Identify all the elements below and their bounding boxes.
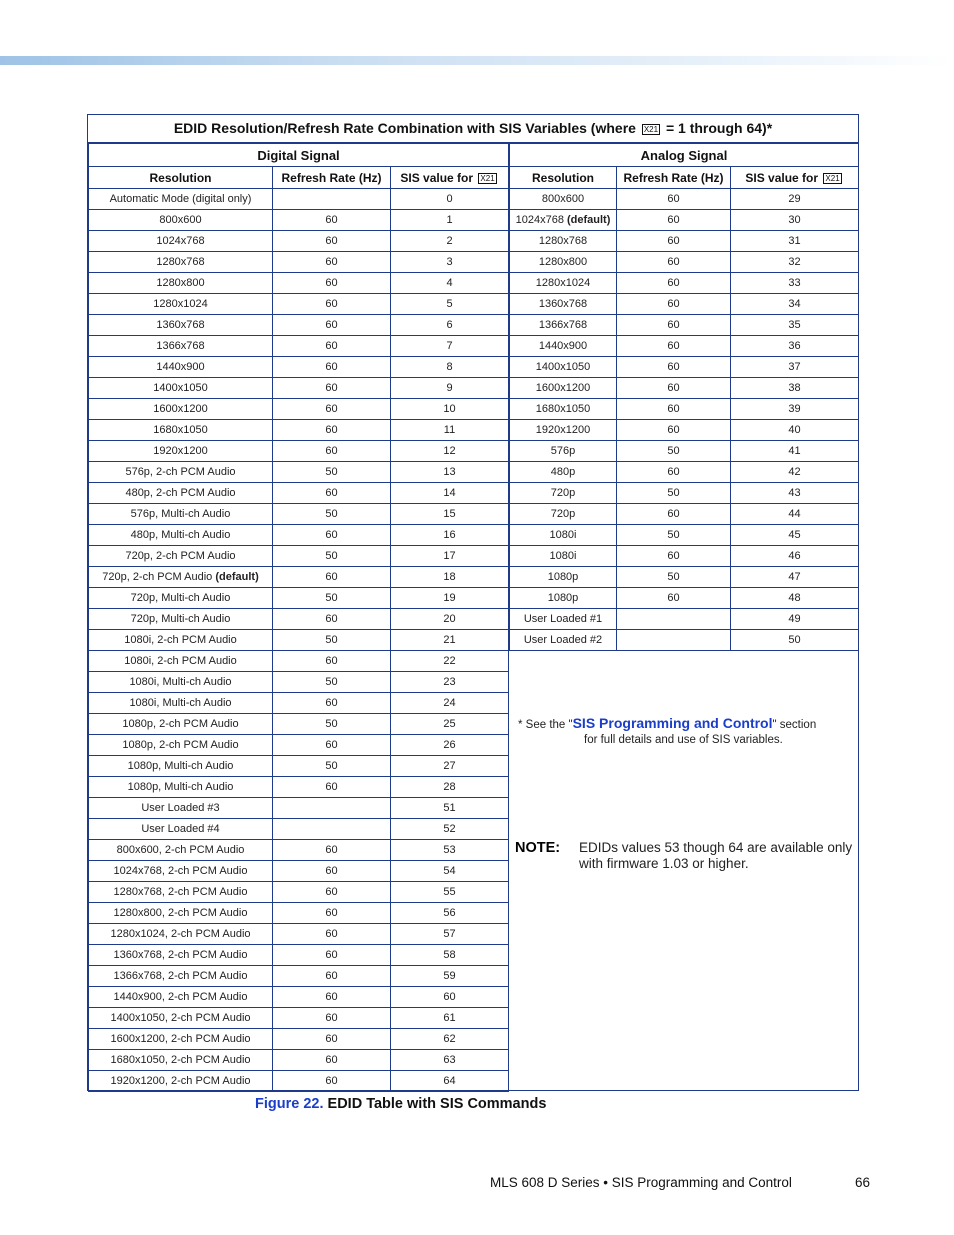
cell-refresh-rate: 50 <box>273 672 391 693</box>
cell-sis-value: 14 <box>391 483 509 504</box>
cell-sis-value: 57 <box>391 924 509 945</box>
cell-sis-value: 9 <box>391 378 509 399</box>
cell-sis-value: 22 <box>391 651 509 672</box>
cell-refresh-rate: 60 <box>273 609 391 630</box>
digital-rows <box>89 189 509 1092</box>
cell-refresh-rate: 50 <box>617 441 731 462</box>
cell-resolution: 1366x768, 2-ch PCM Audio <box>89 966 273 987</box>
cell-sis-value: 54 <box>391 861 509 882</box>
table-row <box>89 399 509 420</box>
cell-resolution: 1280x768, 2-ch PCM Audio <box>89 882 273 903</box>
figure-caption: Figure 22. EDID Table with SIS Commands <box>255 1096 547 1112</box>
cell-refresh-rate: 60 <box>273 378 391 399</box>
digital-signal-table <box>88 143 509 1092</box>
cell-resolution: 576p, 2-ch PCM Audio <box>89 462 273 483</box>
cell-sis-value: 44 <box>731 504 859 525</box>
analog-signal-table <box>509 143 859 651</box>
table-row <box>510 588 859 609</box>
cell-sis-value: 62 <box>391 1029 509 1050</box>
cell-sis-value: 13 <box>391 462 509 483</box>
cell-sis-value: 16 <box>391 525 509 546</box>
cell-sis-value: 21 <box>391 630 509 651</box>
table-row <box>510 441 859 462</box>
cell-refresh-rate: 60 <box>617 504 731 525</box>
cell-refresh-rate <box>617 630 731 651</box>
edid-table <box>87 114 859 1091</box>
cell-sis-value: 40 <box>731 420 859 441</box>
table-row <box>89 651 509 672</box>
cell-resolution: 1024x768, 2-ch PCM Audio <box>89 861 273 882</box>
cell-resolution: 1440x900, 2-ch PCM Audio <box>89 987 273 1008</box>
cell-resolution: User Loaded #4 <box>89 819 273 840</box>
cell-refresh-rate: 60 <box>273 987 391 1008</box>
cell-resolution: 1280x768 <box>89 252 273 273</box>
cell-resolution: User Loaded #1 <box>510 609 617 630</box>
cell-resolution: User Loaded #3 <box>89 798 273 819</box>
page-number: 66 <box>854 1175 870 1190</box>
table-row <box>89 1008 509 1029</box>
figure-number: Figure 22. <box>255 1096 324 1112</box>
cell-refresh-rate: 60 <box>617 336 731 357</box>
table-row <box>89 588 509 609</box>
cell-resolution: 1280x768 <box>510 231 617 252</box>
cell-sis-value: 8 <box>391 357 509 378</box>
cell-resolution: 1440x900 <box>510 336 617 357</box>
table-row <box>89 672 509 693</box>
note-text: EDIDs values 53 though 64 are available only with firmware 1.03 or higher. <box>579 840 853 871</box>
table-row <box>510 525 859 546</box>
cell-resolution: 1024x768 (default) <box>510 210 617 231</box>
table-row <box>89 924 509 945</box>
cell-resolution: 1080i, 2-ch PCM Audio <box>89 651 273 672</box>
cell-sis-value: 25 <box>391 714 509 735</box>
cell-sis-value: 38 <box>731 378 859 399</box>
cell-sis-value: 24 <box>391 693 509 714</box>
table-row <box>510 399 859 420</box>
cell-sis-value: 33 <box>731 273 859 294</box>
cell-refresh-rate: 60 <box>617 357 731 378</box>
variable-x21-icon: X21 <box>480 173 495 183</box>
table-title: EDID Resolution/Refresh Rate Combination with SIS Variables (where X21 = 1 through 64)* <box>88 115 858 143</box>
cell-sis-value: 6 <box>391 315 509 336</box>
table-row <box>89 987 509 1008</box>
table-row <box>510 420 859 441</box>
cell-resolution: 1080p, Multi-ch Audio <box>89 777 273 798</box>
cell-refresh-rate: 50 <box>617 567 731 588</box>
cell-resolution: 1280x1024 <box>89 294 273 315</box>
cell-resolution: 720p, 2-ch PCM Audio (default) <box>89 567 273 588</box>
cell-sis-value: 0 <box>391 189 509 210</box>
cell-sis-value: 45 <box>731 525 859 546</box>
cell-refresh-rate: 60 <box>273 231 391 252</box>
cell-resolution: 1600x1200, 2-ch PCM Audio <box>89 1029 273 1050</box>
cell-sis-value: 43 <box>731 483 859 504</box>
cell-resolution: 800x600 <box>89 210 273 231</box>
table-row <box>89 336 509 357</box>
footer-title: MLS 608 D Series • SIS Programming and Control <box>490 1175 792 1190</box>
cell-refresh-rate: 60 <box>273 483 391 504</box>
default-marker: (default) <box>563 214 611 226</box>
table-row <box>89 1050 509 1071</box>
cell-sis-value: 55 <box>391 882 509 903</box>
cell-refresh-rate: 60 <box>273 735 391 756</box>
cell-sis-value: 48 <box>731 588 859 609</box>
cell-refresh-rate: 60 <box>617 189 731 210</box>
cell-refresh-rate: 60 <box>273 966 391 987</box>
cell-refresh-rate: 60 <box>617 315 731 336</box>
cell-sis-value: 2 <box>391 231 509 252</box>
cell-refresh-rate: 60 <box>273 777 391 798</box>
cell-sis-value: 63 <box>391 1050 509 1071</box>
cell-refresh-rate <box>273 819 391 840</box>
cell-sis-value: 37 <box>731 357 859 378</box>
column-header-refresh-rate: Refresh Rate (Hz) <box>617 167 731 189</box>
table-row <box>510 630 859 651</box>
table-row <box>89 462 509 483</box>
table-row <box>89 819 509 840</box>
cell-sis-value: 41 <box>731 441 859 462</box>
cell-sis-value: 60 <box>391 987 509 1008</box>
cell-sis-value: 49 <box>731 609 859 630</box>
cell-resolution: 1400x1050, 2-ch PCM Audio <box>89 1008 273 1029</box>
cell-refresh-rate: 60 <box>273 441 391 462</box>
cell-sis-value: 29 <box>731 189 859 210</box>
cell-resolution: 1080i, 2-ch PCM Audio <box>89 630 273 651</box>
table-row <box>89 735 509 756</box>
table-row <box>510 357 859 378</box>
cell-resolution: 1680x1050 <box>510 399 617 420</box>
table-row <box>89 609 509 630</box>
cell-sis-value: 64 <box>391 1071 509 1092</box>
cell-refresh-rate: 60 <box>273 336 391 357</box>
table-row <box>89 420 509 441</box>
cell-sis-value: 52 <box>391 819 509 840</box>
cell-resolution: 1280x1024, 2-ch PCM Audio <box>89 924 273 945</box>
table-row <box>89 882 509 903</box>
table-row <box>89 378 509 399</box>
cell-resolution: 1400x1050 <box>89 378 273 399</box>
table-row <box>89 567 509 588</box>
cell-sis-value: 35 <box>731 315 859 336</box>
cell-resolution: 1920x1200 <box>89 441 273 462</box>
cell-resolution: 1600x1200 <box>89 399 273 420</box>
cell-sis-value: 12 <box>391 441 509 462</box>
cell-refresh-rate <box>273 189 391 210</box>
cell-resolution: 1366x768 <box>510 315 617 336</box>
cell-sis-value: 27 <box>391 756 509 777</box>
table-row <box>89 315 509 336</box>
cell-sis-value: 20 <box>391 609 509 630</box>
table-row <box>510 609 859 630</box>
cell-sis-value: 23 <box>391 672 509 693</box>
cell-refresh-rate: 60 <box>617 210 731 231</box>
cell-resolution: 480p, Multi-ch Audio <box>89 525 273 546</box>
cell-sis-value: 51 <box>391 798 509 819</box>
cell-sis-value: 32 <box>731 252 859 273</box>
cell-sis-value: 11 <box>391 420 509 441</box>
cell-refresh-rate: 60 <box>273 861 391 882</box>
cell-sis-value: 56 <box>391 903 509 924</box>
cell-refresh-rate: 60 <box>273 693 391 714</box>
table-row <box>89 294 509 315</box>
cell-sis-value: 42 <box>731 462 859 483</box>
column-header-resolution: Resolution <box>510 167 617 189</box>
cell-refresh-rate: 60 <box>273 567 391 588</box>
table-row <box>89 210 509 231</box>
table-row <box>89 903 509 924</box>
cell-resolution: 1366x768 <box>89 336 273 357</box>
cell-refresh-rate: 50 <box>273 504 391 525</box>
cell-refresh-rate: 60 <box>617 546 731 567</box>
cell-refresh-rate: 50 <box>273 546 391 567</box>
cell-refresh-rate: 60 <box>273 399 391 420</box>
cell-sis-value: 59 <box>391 966 509 987</box>
cell-refresh-rate: 60 <box>273 252 391 273</box>
cell-sis-value: 28 <box>391 777 509 798</box>
table-row <box>510 336 859 357</box>
default-marker: (default) <box>212 571 259 583</box>
cell-sis-value: 46 <box>731 546 859 567</box>
cell-refresh-rate <box>273 798 391 819</box>
cell-resolution: 1024x768 <box>89 231 273 252</box>
table-row <box>89 252 509 273</box>
cell-resolution: 1360x768 <box>89 315 273 336</box>
cell-refresh-rate: 60 <box>273 924 391 945</box>
cell-resolution: 1400x1050 <box>510 357 617 378</box>
cell-resolution: 720p, Multi-ch Audio <box>89 588 273 609</box>
cell-sis-value: 5 <box>391 294 509 315</box>
cell-sis-value: 31 <box>731 231 859 252</box>
table-row <box>89 966 509 987</box>
see-section-note: * See the "SIS Programming and Control" section for full details and use of SIS variables. <box>518 715 817 746</box>
table-row <box>89 273 509 294</box>
note-label: NOTE: <box>515 840 561 856</box>
cell-refresh-rate: 60 <box>273 1029 391 1050</box>
cell-refresh-rate <box>617 609 731 630</box>
cell-refresh-rate: 60 <box>273 273 391 294</box>
cell-refresh-rate: 60 <box>273 1008 391 1029</box>
table-row <box>89 546 509 567</box>
digital-signal-header: Digital Signal <box>89 144 509 167</box>
table-row <box>89 630 509 651</box>
cell-refresh-rate: 60 <box>273 210 391 231</box>
table-row <box>510 546 859 567</box>
cell-sis-value: 50 <box>731 630 859 651</box>
cell-refresh-rate: 60 <box>273 315 391 336</box>
cell-sis-value: 7 <box>391 336 509 357</box>
sis-programming-link[interactable]: SIS Programming and Control <box>572 715 773 731</box>
cell-refresh-rate: 60 <box>273 525 391 546</box>
cell-sis-value: 58 <box>391 945 509 966</box>
cell-refresh-rate: 60 <box>617 378 731 399</box>
table-row <box>510 294 859 315</box>
cell-resolution: 1080i <box>510 546 617 567</box>
cell-refresh-rate: 50 <box>273 462 391 483</box>
table-row <box>89 693 509 714</box>
cell-sis-value: 39 <box>731 399 859 420</box>
table-row <box>510 252 859 273</box>
cell-refresh-rate: 50 <box>617 525 731 546</box>
cell-refresh-rate: 60 <box>273 294 391 315</box>
table-row <box>510 315 859 336</box>
cell-resolution: 1080i <box>510 525 617 546</box>
column-header-resolution: Resolution <box>89 167 273 189</box>
cell-resolution: 1360x768, 2-ch PCM Audio <box>89 945 273 966</box>
cell-sis-value: 17 <box>391 546 509 567</box>
cell-resolution: 1080p, Multi-ch Audio <box>89 756 273 777</box>
cell-sis-value: 3 <box>391 252 509 273</box>
cell-sis-value: 19 <box>391 588 509 609</box>
cell-resolution: 720p, Multi-ch Audio <box>89 609 273 630</box>
cell-sis-value: 1 <box>391 210 509 231</box>
cell-resolution: Automatic Mode (digital only) <box>89 189 273 210</box>
cell-refresh-rate: 60 <box>617 399 731 420</box>
cell-resolution: 1280x1024 <box>510 273 617 294</box>
table-row <box>89 231 509 252</box>
table-row <box>89 189 509 210</box>
cell-resolution: 800x600, 2-ch PCM Audio <box>89 840 273 861</box>
table-row <box>510 231 859 252</box>
cell-resolution: 480p <box>510 462 617 483</box>
cell-refresh-rate: 60 <box>617 462 731 483</box>
cell-sis-value: 10 <box>391 399 509 420</box>
table-row <box>89 483 509 504</box>
cell-resolution: 1360x768 <box>510 294 617 315</box>
cell-refresh-rate: 60 <box>273 882 391 903</box>
column-header-sis-value: SIS value for X21 <box>731 167 859 189</box>
header-gradient-bar <box>0 56 954 65</box>
cell-resolution: 720p <box>510 504 617 525</box>
cell-resolution: 1680x1050 <box>89 420 273 441</box>
cell-resolution: 1080p, 2-ch PCM Audio <box>89 714 273 735</box>
cell-sis-value: 18 <box>391 567 509 588</box>
table-row <box>89 1029 509 1050</box>
table-row <box>89 357 509 378</box>
cell-resolution: 480p, 2-ch PCM Audio <box>89 483 273 504</box>
analog-signal-header: Analog Signal <box>510 144 859 167</box>
cell-refresh-rate: 60 <box>273 1071 391 1092</box>
cell-refresh-rate: 60 <box>617 588 731 609</box>
cell-resolution: 1080i, Multi-ch Audio <box>89 693 273 714</box>
cell-refresh-rate: 60 <box>617 231 731 252</box>
table-row <box>510 462 859 483</box>
table-row <box>510 273 859 294</box>
analog-rows <box>510 189 859 651</box>
cell-sis-value: 53 <box>391 840 509 861</box>
cell-resolution: 1920x1200 <box>510 420 617 441</box>
table-row <box>89 756 509 777</box>
cell-resolution: 720p, 2-ch PCM Audio <box>89 546 273 567</box>
table-row <box>510 483 859 504</box>
cell-resolution: 1920x1200, 2-ch PCM Audio <box>89 1071 273 1092</box>
cell-resolution: 1280x800, 2-ch PCM Audio <box>89 903 273 924</box>
table-row <box>510 210 859 231</box>
cell-refresh-rate: 50 <box>273 756 391 777</box>
cell-refresh-rate: 60 <box>273 1050 391 1071</box>
cell-sis-value: 26 <box>391 735 509 756</box>
cell-refresh-rate: 60 <box>617 294 731 315</box>
cell-refresh-rate: 60 <box>617 273 731 294</box>
column-header-refresh-rate: Refresh Rate (Hz) <box>273 167 391 189</box>
table-row <box>89 441 509 462</box>
table-row <box>89 945 509 966</box>
cell-resolution: 1080p <box>510 567 617 588</box>
table-row <box>89 861 509 882</box>
cell-sis-value: 15 <box>391 504 509 525</box>
table-row <box>510 504 859 525</box>
cell-resolution: 576p <box>510 441 617 462</box>
cell-refresh-rate: 50 <box>273 714 391 735</box>
cell-refresh-rate: 60 <box>617 420 731 441</box>
cell-resolution: 720p <box>510 483 617 504</box>
cell-resolution: 1080i, Multi-ch Audio <box>89 672 273 693</box>
column-header-sis-value: SIS value for X21 <box>391 167 509 189</box>
cell-sis-value: 47 <box>731 567 859 588</box>
table-row <box>510 567 859 588</box>
cell-resolution: 576p, Multi-ch Audio <box>89 504 273 525</box>
cell-resolution: User Loaded #2 <box>510 630 617 651</box>
cell-resolution: 1680x1050, 2-ch PCM Audio <box>89 1050 273 1071</box>
cell-resolution: 1600x1200 <box>510 378 617 399</box>
cell-refresh-rate: 50 <box>273 588 391 609</box>
variable-x21-icon: X21 <box>643 125 659 134</box>
cell-resolution: 1280x800 <box>510 252 617 273</box>
cell-sis-value: 36 <box>731 336 859 357</box>
cell-refresh-rate: 50 <box>617 483 731 504</box>
table-row <box>89 714 509 735</box>
cell-sis-value: 30 <box>731 210 859 231</box>
table-row <box>510 189 859 210</box>
cell-refresh-rate: 50 <box>273 630 391 651</box>
table-row <box>89 525 509 546</box>
cell-resolution: 1280x800 <box>89 273 273 294</box>
cell-resolution: 1080p, 2-ch PCM Audio <box>89 735 273 756</box>
table-row <box>89 840 509 861</box>
cell-sis-value: 4 <box>391 273 509 294</box>
page-footer <box>490 1175 870 1190</box>
cell-refresh-rate: 60 <box>273 420 391 441</box>
cell-resolution: 800x600 <box>510 189 617 210</box>
cell-refresh-rate: 60 <box>273 840 391 861</box>
cell-sis-value: 34 <box>731 294 859 315</box>
cell-refresh-rate: 60 <box>273 357 391 378</box>
cell-refresh-rate: 60 <box>273 651 391 672</box>
table-row <box>510 378 859 399</box>
cell-refresh-rate: 60 <box>617 252 731 273</box>
cell-resolution: 1080p <box>510 588 617 609</box>
table-row <box>89 798 509 819</box>
table-row <box>89 504 509 525</box>
cell-refresh-rate: 60 <box>273 945 391 966</box>
table-row <box>89 1071 509 1092</box>
variable-x21-icon: X21 <box>825 173 840 183</box>
cell-resolution: 1440x900 <box>89 357 273 378</box>
cell-sis-value: 61 <box>391 1008 509 1029</box>
cell-refresh-rate: 60 <box>273 903 391 924</box>
table-row <box>89 777 509 798</box>
